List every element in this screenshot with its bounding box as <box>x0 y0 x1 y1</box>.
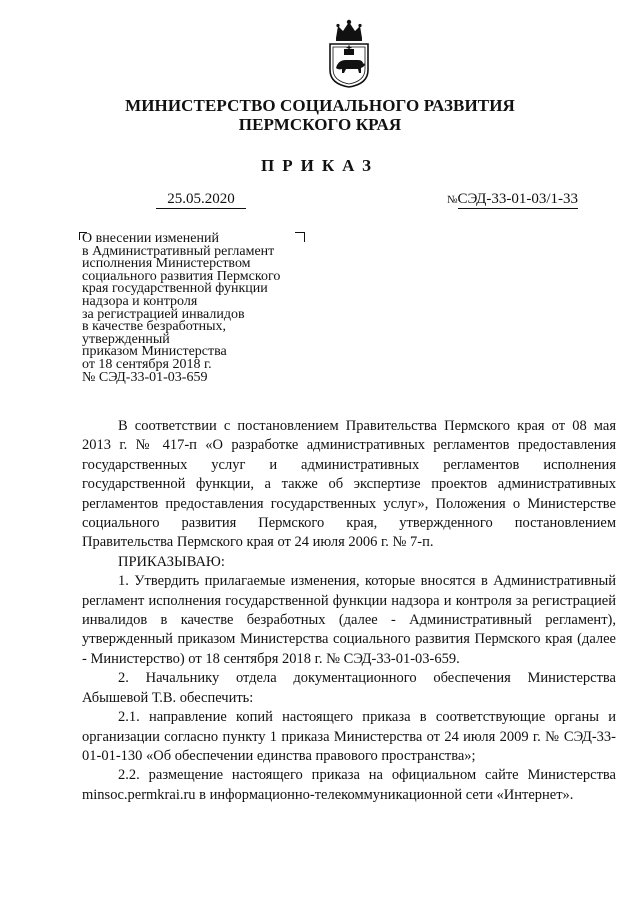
subject-line: от 18 сентября 2018 г. <box>82 356 212 372</box>
body-paragraph: 2.1. направление копий настоящего приказа в соответствующие органы и организации согласно пункту 1 приказа Министерства от 24 июля 2009 г. № СЭД-33-01-01-130 «Об обеспечении единства правового пространства»; <box>82 709 616 764</box>
org-name-line-1: МИНИСТЕРСТВО СОЦИАЛЬНОГО РАЗВИТИЯ <box>125 96 515 115</box>
document-date: 25.05.2020 <box>156 191 246 209</box>
number-sign: № <box>447 194 458 206</box>
body-paragraph: 2.2. размещение настоящего приказа на официальном сайте Министерства minsoc.permkrai.ru в информационно-телекоммуникационной сети «Интернет». <box>82 767 616 803</box>
body-paragraph: В соответствии с постановлением Правительства Пермского края от 08 мая 2013 г. № 417-п «О разработке административных регламентов предоставления государственных услуг и административных регламентов исполнения государственной функции, а также об экспертизе проектов административных регламентов предоставления государственных услуг», Положения о Министерстве социального развития Пермского края, утвержденного постановлением Правительства Пермского края от 24 июля 2006 г. № 7-п. <box>82 418 616 551</box>
subject-line: за регистрацией инвалидов <box>82 306 245 322</box>
subject-line: исполнения Министерством <box>82 256 251 272</box>
subject-line: О внесении изменений <box>82 231 219 246</box>
subject-line: в Административный регламент <box>82 243 275 259</box>
document-body <box>82 417 616 805</box>
organization-name <box>0 96 640 134</box>
subject-line: края государственной функции <box>82 281 268 297</box>
coat-of-arms-icon <box>326 16 372 88</box>
body-paragraph: 2. Начальнику отдела документационного обеспечения Министерства Абышевой Т.В. обеспечить: <box>82 670 616 706</box>
org-name-line-2: ПЕРМСКОГО КРАЯ <box>238 115 402 134</box>
subject-line: в качестве безработных, <box>82 319 227 335</box>
document-subject <box>82 233 297 384</box>
document-number <box>447 191 578 208</box>
subject-line: приказом Министерства <box>82 344 227 360</box>
subject-line: надзора и контроля <box>82 293 198 309</box>
subject-line: № СЭД-33-01-03-659 <box>82 369 208 385</box>
subject-line: утвержденный <box>82 331 170 347</box>
document-type: ПРИКАЗ <box>261 156 379 175</box>
order-word: ПРИКАЗЫВАЮ: <box>118 553 225 570</box>
subject-line: социального развития Пермского <box>82 268 281 284</box>
body-paragraph: 1. Утвердить прилагаемые изменения, которые вносятся в Административный регламент исполнения государственной функции надзора и контроля за регистрацией инвалидов в качестве безработных (далее - Административный регламент), утвержденный приказом Министерства социального развития Пермского края (далее - Министерство) от 18 сентября 2018 г. № СЭД-33-01-03-659. <box>82 573 616 667</box>
number-value: СЭД-33-01-03/1-33 <box>457 191 579 207</box>
